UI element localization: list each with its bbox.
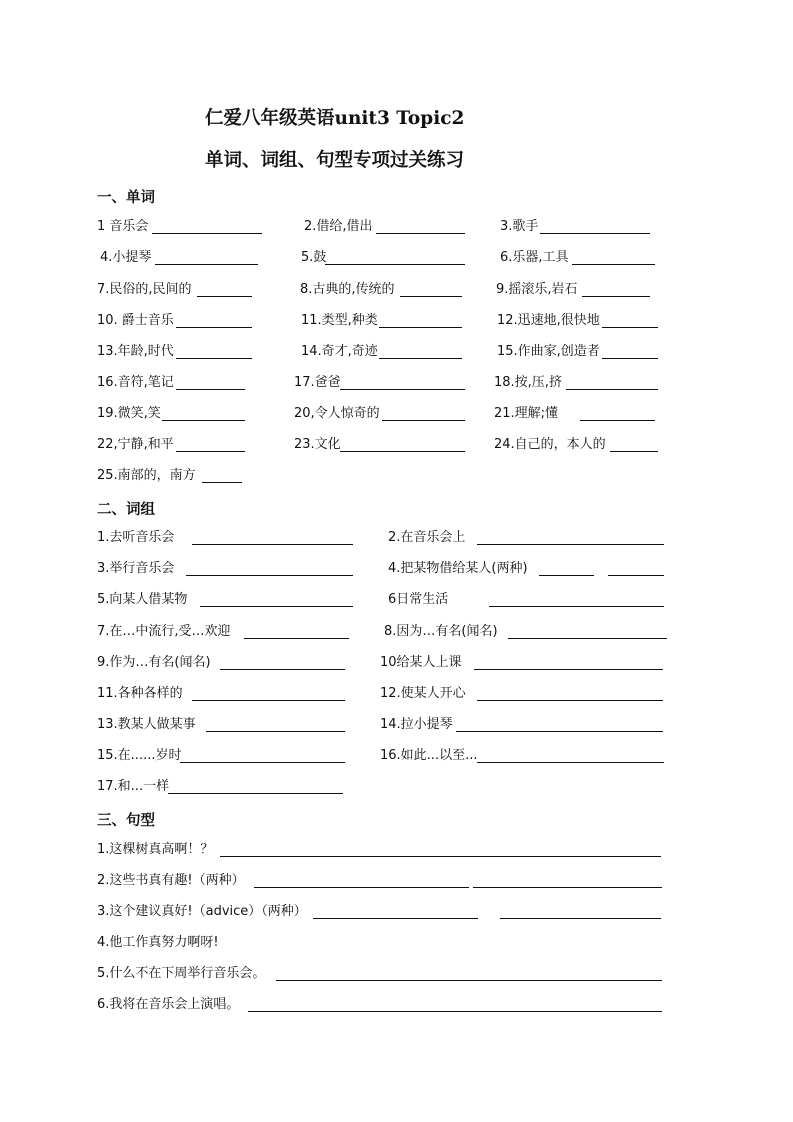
word-prompt: 19.微笑,笑 bbox=[97, 406, 161, 421]
answer-blank[interactable] bbox=[180, 762, 345, 763]
answer-blank[interactable] bbox=[206, 731, 345, 732]
worksheet-title: 仁爱八年级英语unit3 Topic2 bbox=[205, 108, 465, 129]
phrase-prompt: 1.去听音乐会 bbox=[97, 530, 175, 545]
answer-blank[interactable] bbox=[602, 358, 658, 359]
answer-blank[interactable] bbox=[572, 264, 655, 265]
answer-blank[interactable] bbox=[254, 887, 469, 888]
answer-blank[interactable] bbox=[176, 327, 252, 328]
word-prompt: 1 音乐会 bbox=[97, 219, 149, 234]
phrase-prompt: 11.各种各样的 bbox=[97, 686, 183, 701]
answer-blank[interactable] bbox=[168, 793, 343, 794]
answer-blank[interactable] bbox=[176, 389, 245, 390]
section-heading-words: 一、单词 bbox=[97, 190, 155, 206]
word-prompt: 7.民俗的,民间的 bbox=[97, 282, 192, 297]
answer-blank[interactable] bbox=[540, 233, 650, 234]
word-prompt: 6.乐器,工具 bbox=[500, 250, 569, 265]
phrase-prompt: 17.和...一样 bbox=[97, 779, 170, 794]
answer-blank[interactable] bbox=[400, 296, 462, 297]
answer-blank[interactable] bbox=[152, 233, 262, 234]
sentence-prompt: 6.我将在音乐会上演唱。 bbox=[97, 997, 240, 1012]
answer-blank[interactable] bbox=[176, 358, 252, 359]
answer-blank[interactable] bbox=[474, 669, 663, 670]
answer-blank[interactable] bbox=[340, 389, 465, 390]
word-prompt: 15.作曲家,创造者 bbox=[497, 344, 600, 359]
phrase-prompt: 14.拉小提琴 bbox=[380, 717, 453, 732]
worksheet-subtitle: 单词、词组、句型专项过关练习 bbox=[205, 150, 465, 171]
word-prompt: 14.奇才,奇迹 bbox=[301, 344, 378, 359]
phrase-prompt: 12.使某人开心 bbox=[380, 686, 466, 701]
word-prompt: 10. 爵士音乐 bbox=[97, 313, 174, 328]
answer-blank[interactable] bbox=[244, 638, 349, 639]
answer-blank[interactable] bbox=[176, 451, 245, 452]
section-heading-phrases: 二、词组 bbox=[97, 502, 155, 518]
phrase-prompt: 7.在…中流行,受…欢迎 bbox=[97, 624, 231, 639]
answer-blank[interactable] bbox=[313, 918, 478, 919]
answer-blank[interactable] bbox=[340, 451, 465, 452]
answer-blank[interactable] bbox=[325, 264, 465, 265]
phrase-prompt: 13.教某人做某事 bbox=[97, 717, 196, 732]
word-prompt: 13.年龄,时代 bbox=[97, 344, 174, 359]
answer-blank[interactable] bbox=[473, 887, 662, 888]
word-prompt: 24.自己的，本人的 bbox=[494, 437, 606, 452]
word-prompt: 2.借给,借出 bbox=[304, 219, 373, 234]
answer-blank[interactable] bbox=[566, 389, 658, 390]
answer-blank[interactable] bbox=[382, 420, 465, 421]
word-prompt: 8.古典的,传统的 bbox=[300, 282, 395, 297]
word-prompt: 17.爸爸 bbox=[294, 375, 341, 390]
word-prompt: 20,令人惊奇的 bbox=[294, 406, 380, 421]
answer-blank[interactable] bbox=[200, 606, 353, 607]
word-prompt: 4.小提琴 bbox=[100, 250, 152, 265]
answer-blank[interactable] bbox=[276, 980, 662, 981]
word-prompt: 16.音符,笔记 bbox=[97, 375, 174, 390]
answer-blank[interactable] bbox=[197, 296, 252, 297]
answer-blank[interactable] bbox=[582, 296, 650, 297]
answer-blank[interactable] bbox=[477, 544, 664, 545]
answer-blank[interactable] bbox=[477, 700, 663, 701]
section-heading-sentences: 三、句型 bbox=[97, 813, 155, 829]
answer-blank[interactable] bbox=[580, 420, 655, 421]
sentence-prompt: 1.这棵树真高啊！？ bbox=[97, 842, 214, 857]
answer-blank[interactable] bbox=[162, 420, 245, 421]
answer-blank[interactable] bbox=[220, 669, 345, 670]
answer-blank[interactable] bbox=[508, 638, 667, 639]
word-prompt: 11.类型,种类 bbox=[301, 313, 378, 328]
phrase-prompt: 3.举行音乐会 bbox=[97, 561, 175, 576]
phrase-prompt: 9.作为…有名(闻名) bbox=[97, 655, 211, 670]
answer-blank[interactable] bbox=[220, 856, 661, 857]
answer-blank[interactable] bbox=[202, 482, 242, 483]
word-prompt: 22,宁静,和平 bbox=[97, 437, 174, 452]
phrase-prompt: 6日常生活 bbox=[388, 592, 449, 607]
answer-blank[interactable] bbox=[500, 918, 661, 919]
answer-blank[interactable] bbox=[379, 358, 462, 359]
answer-blank[interactable] bbox=[489, 606, 664, 607]
sentence-prompt: 3.这个建议真好!（advice）（两种） bbox=[97, 904, 307, 919]
phrase-prompt: 16.如此...以至... bbox=[380, 748, 478, 763]
answer-blank[interactable] bbox=[610, 451, 658, 452]
answer-blank[interactable] bbox=[192, 700, 345, 701]
word-prompt: 5.鼓 bbox=[301, 250, 327, 265]
phrase-prompt: 15.在......岁时 bbox=[97, 748, 182, 763]
answer-blank[interactable] bbox=[376, 233, 465, 234]
sentence-prompt: 2.这些书真有趣!（两种） bbox=[97, 873, 245, 888]
phrase-prompt: 2.在音乐会上 bbox=[388, 530, 466, 545]
phrase-prompt: 8.因为…有名(闻名) bbox=[384, 624, 498, 639]
sentence-prompt: 4.他工作真努力啊呀! bbox=[97, 935, 219, 950]
answer-blank[interactable] bbox=[379, 327, 462, 328]
word-prompt: 18.按,压,挤 bbox=[494, 375, 562, 390]
phrase-prompt: 4.把某物借给某人(两种) bbox=[388, 561, 528, 576]
phrase-prompt: 10给某人上课 bbox=[380, 655, 462, 670]
word-prompt: 3.歌手 bbox=[500, 219, 539, 234]
word-prompt: 9.摇滚乐,岩石 bbox=[496, 282, 578, 297]
answer-blank[interactable] bbox=[248, 1011, 662, 1012]
answer-blank[interactable] bbox=[602, 327, 658, 328]
answer-blank[interactable] bbox=[456, 731, 663, 732]
answer-blank[interactable] bbox=[608, 575, 664, 576]
word-prompt: 23.文化 bbox=[294, 437, 341, 452]
answer-blank[interactable] bbox=[186, 575, 353, 576]
answer-blank[interactable] bbox=[192, 544, 353, 545]
phrase-prompt: 5.向某人借某物 bbox=[97, 592, 188, 607]
answer-blank[interactable] bbox=[155, 264, 258, 265]
word-prompt: 21.理解;懂 bbox=[494, 406, 559, 421]
word-prompt: 25.南部的，南方 bbox=[97, 468, 196, 483]
sentence-prompt: 5.什么不在下周举行音乐会。 bbox=[97, 966, 266, 981]
answer-blank[interactable] bbox=[477, 762, 664, 763]
answer-blank[interactable] bbox=[539, 575, 594, 576]
word-prompt: 12.迅速地,很快地 bbox=[497, 313, 600, 328]
